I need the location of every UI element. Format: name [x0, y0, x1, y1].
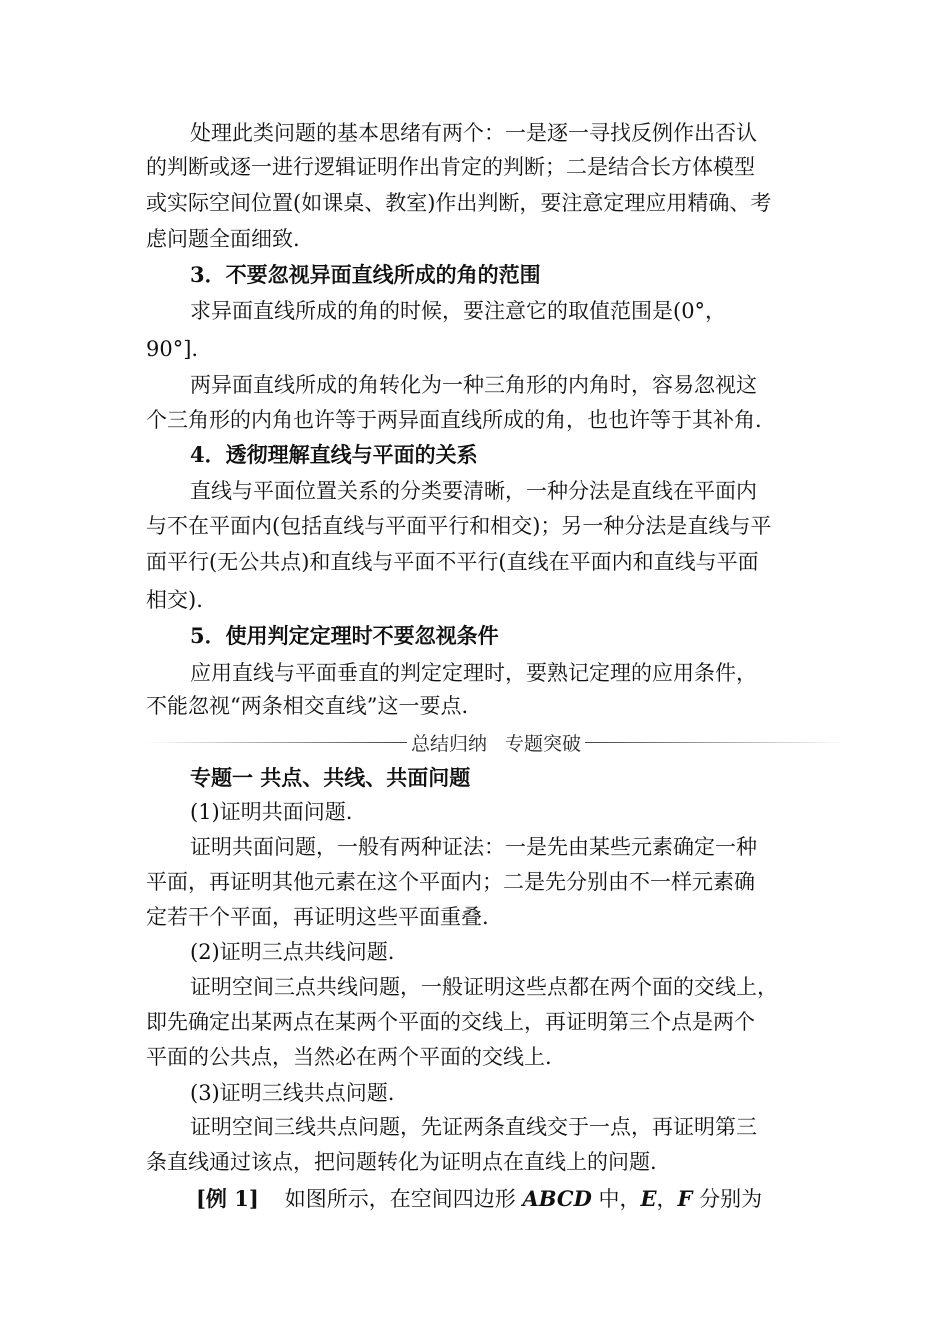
subsection-title: (1)证明共面问题. [190, 800, 353, 824]
paragraph-line: 平面，再证明其他元素在这个平面内；二是先分别由不一样元素确 [146, 870, 755, 894]
divider-rule-left [146, 742, 407, 743]
paragraph-line: 处理此类问题的基本思绪有两个：一是逐一寻找反例作出否认 [190, 121, 757, 145]
subsection-title: (2)证明三点共线问题. [190, 940, 395, 964]
paragraph-line: 直线与平面位置关系的分类要清晰，一种分法是直线在平面内 [190, 479, 757, 503]
paragraph-line: 即先确定出某两点在某两个平面的交线上，再证明第三个点是两个 [146, 1010, 755, 1034]
paragraph-line: 或实际空间位置(如课桌、教室)作出判断，要注意定理应用精确、考 [146, 191, 772, 215]
example-point-e: E [640, 1186, 657, 1211]
example-text: 分别为 [699, 1187, 763, 1211]
divider-label: 总结归纳 专题突破 [410, 732, 582, 755]
paragraph-line: 证明空间三线共点问题，先证两条直线交于一点，再证明第三 [190, 1115, 757, 1139]
topic-title: 专题一 共点、共线、共面问题 [190, 765, 471, 790]
example-text: 中， [598, 1187, 641, 1211]
paragraph-line: 与不在平面内(包括直线与平面平行和相交)；另一种分法是直线与平 [146, 514, 772, 538]
paragraph-line: 不能忽视“两条相交直线”这一要点. [146, 694, 469, 718]
paragraph-line: 90°]. [146, 337, 199, 361]
example-comma: ， [656, 1187, 678, 1211]
paragraph-line: 的判断或逐一进行逻辑证明作出肯定的判断；二是结合长方体模型 [146, 155, 755, 179]
example-quad-label: ABCD [522, 1186, 592, 1211]
paragraph-line: 证明共面问题，一般有两种证法：一是先由某些元素确定一种 [190, 835, 757, 859]
section-heading-5: 5．使用判定定理时不要忽视条件 [190, 623, 499, 648]
paragraph-line: 面平行(无公共点)和直线与平面不平行(直线在平面内和直线与平面 [146, 550, 759, 574]
paragraph-line: 两异面直线所成的角转化为一种三角形的内角时，容易忽视这 [190, 373, 757, 397]
example-tag: [例 1] [196, 1186, 259, 1211]
paragraph-line: 相交). [146, 588, 203, 612]
example-text: 如图所示，在空间四边形 [284, 1187, 516, 1211]
paragraph-line: 条直线通过该点，把问题转化为证明点在直线上的问题. [146, 1150, 657, 1174]
paragraph-line: 平面的公共点，当然必在两个平面的交线上. [146, 1045, 552, 1069]
section-divider [146, 728, 846, 756]
section-heading-4: 4．透彻理解直线与平面的关系 [190, 442, 478, 467]
paragraph-line: 求异面直线所成的角的时候，要注意它的取值范围是(0°， [190, 299, 727, 323]
paragraph-line: 虑问题全面细致. [146, 227, 300, 251]
paragraph-line: 证明空间三点共线问题，一般证明这些点都在两个面的交线上， [190, 975, 778, 999]
subsection-title: (3)证明三线共点问题. [190, 1081, 395, 1105]
divider-rule-right [585, 742, 846, 743]
paragraph-line: 个三角形的内角也许等于两异面直线所成的角，也也许等于其补角. [146, 408, 762, 432]
paragraph-line: 定若干个平面，再证明这些平面重叠. [146, 905, 489, 929]
example-point-f: F [677, 1186, 693, 1211]
paragraph-line: 应用直线与平面垂直的判定定理时，要熟记定理的应用条件， [190, 661, 757, 685]
example-line [196, 1182, 876, 1216]
section-heading-3: 3．不要忽视异面直线所成的角的范围 [190, 262, 541, 287]
